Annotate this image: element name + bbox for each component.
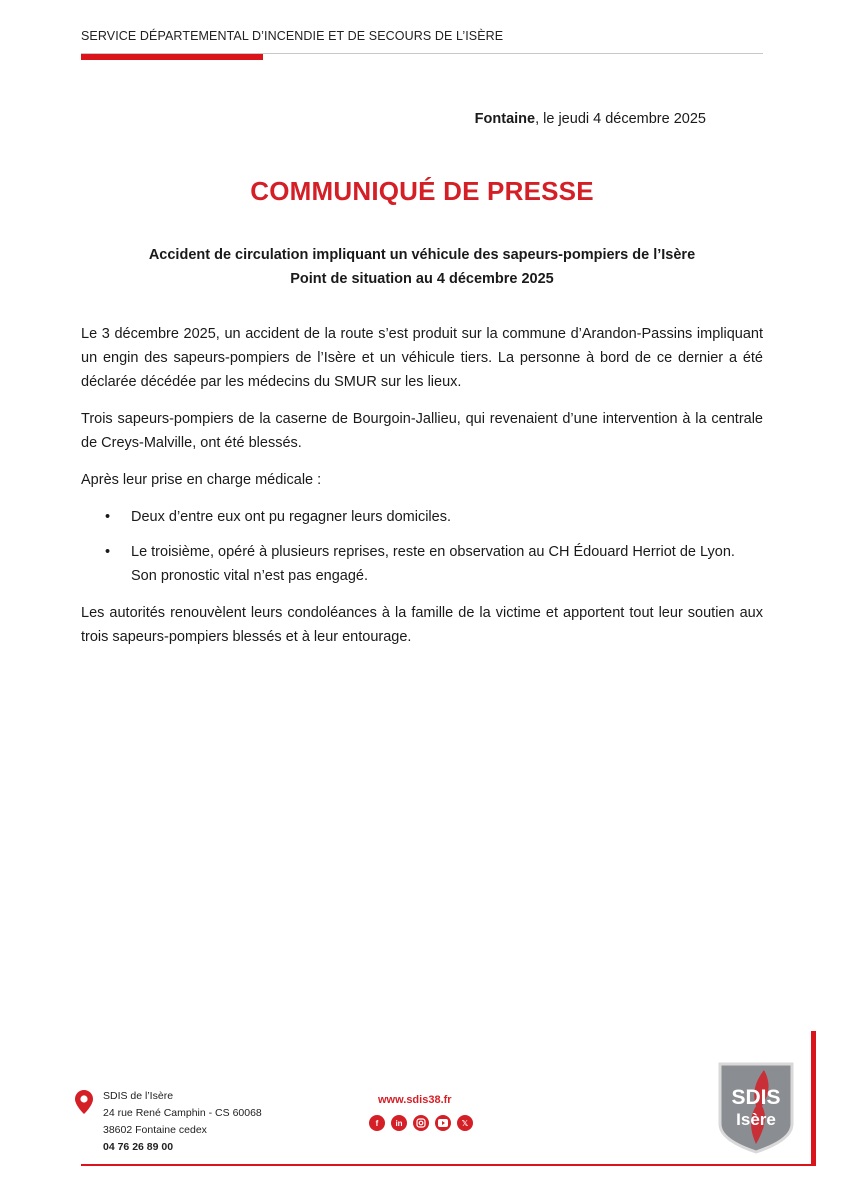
linkedin-icon[interactable]: in: [391, 1115, 407, 1131]
list-item: [81, 505, 763, 529]
date-line: [475, 111, 706, 127]
bullet-list: [81, 505, 763, 588]
x-icon[interactable]: 𝕏: [457, 1115, 473, 1131]
location-pin-icon: [75, 1090, 93, 1114]
address-city: 38602 Fontaine cedex: [103, 1124, 207, 1136]
date-city: Fontaine: [474, 111, 536, 127]
website-link[interactable]: www.sdis38.fr: [378, 1094, 452, 1106]
address-street: 24 rue René Camphin - CS 60068: [103, 1107, 262, 1119]
subtitle-line-2: Point de situation au 4 décembre 2025: [290, 271, 554, 287]
date-text: , le jeudi 4 décembre 2025: [535, 111, 706, 127]
address-phone: 04 76 26 89 00: [103, 1141, 174, 1153]
paragraph-3: Après leur prise en charge médicale :: [81, 472, 322, 488]
logo-text-isere: Isère: [736, 1110, 776, 1129]
address-name: SDIS de l’Isère: [103, 1090, 174, 1102]
press-body: [81, 322, 763, 662]
list-item-text: Le troisième, opéré à plusieurs reprises, reste en observation au CH Édouard Herriot de Lyon. Son pronostic vital n’est pas engagé.: [131, 544, 735, 584]
list-item-text: Deux d’entre eux ont pu regagner leurs domiciles.: [131, 509, 451, 525]
list-item: [81, 540, 763, 588]
sdis-logo: [716, 1062, 796, 1154]
footer-address: [103, 1088, 262, 1156]
youtube-icon[interactable]: [435, 1115, 451, 1131]
org-name-header: SERVICE DÉPARTEMENTAL D’INCENDIE ET DE SECOURS DE L’ISÈRE: [81, 29, 504, 43]
bullet-icon: •: [105, 509, 111, 525]
footer-red-vertical: [811, 1031, 816, 1166]
header-red-accent: [81, 54, 263, 60]
subtitle: [0, 243, 844, 291]
bullet-icon: •: [105, 544, 111, 560]
page-title: COMMUNIQUÉ DE PRESSE: [250, 176, 594, 206]
social-links: [369, 1115, 473, 1131]
facebook-icon[interactable]: f: [369, 1115, 385, 1131]
paragraph-2: Trois sapeurs-pompiers de la caserne de Bourgoin-Jallieu, qui revenaient d’une intervention à la centrale de Creys-Malville, ont été blessés.: [81, 411, 763, 451]
paragraph-4: Les autorités renouvèlent leurs condoléances à la famille de la victime et apportent tout leur soutien aux trois sapeurs-pompiers blessés et à leur entourage.: [81, 605, 763, 645]
paragraph-1: Le 3 décembre 2025, un accident de la route s’est produit sur la commune d’Arandon-Passins impliquant un engin des sapeurs-pompiers de l’Isère et un véhicule tiers. La personne à bord de ce dernier a été déclarée décédée par les médecins du SMUR sur les lieux.: [81, 326, 763, 390]
subtitle-line-1: Accident de circulation impliquant un véhicule des sapeurs-pompiers de l’Isère: [148, 247, 696, 263]
logo-text-sdis: SDIS: [731, 1086, 781, 1109]
instagram-icon[interactable]: [413, 1115, 429, 1131]
footer-red-rule: [81, 1164, 816, 1166]
